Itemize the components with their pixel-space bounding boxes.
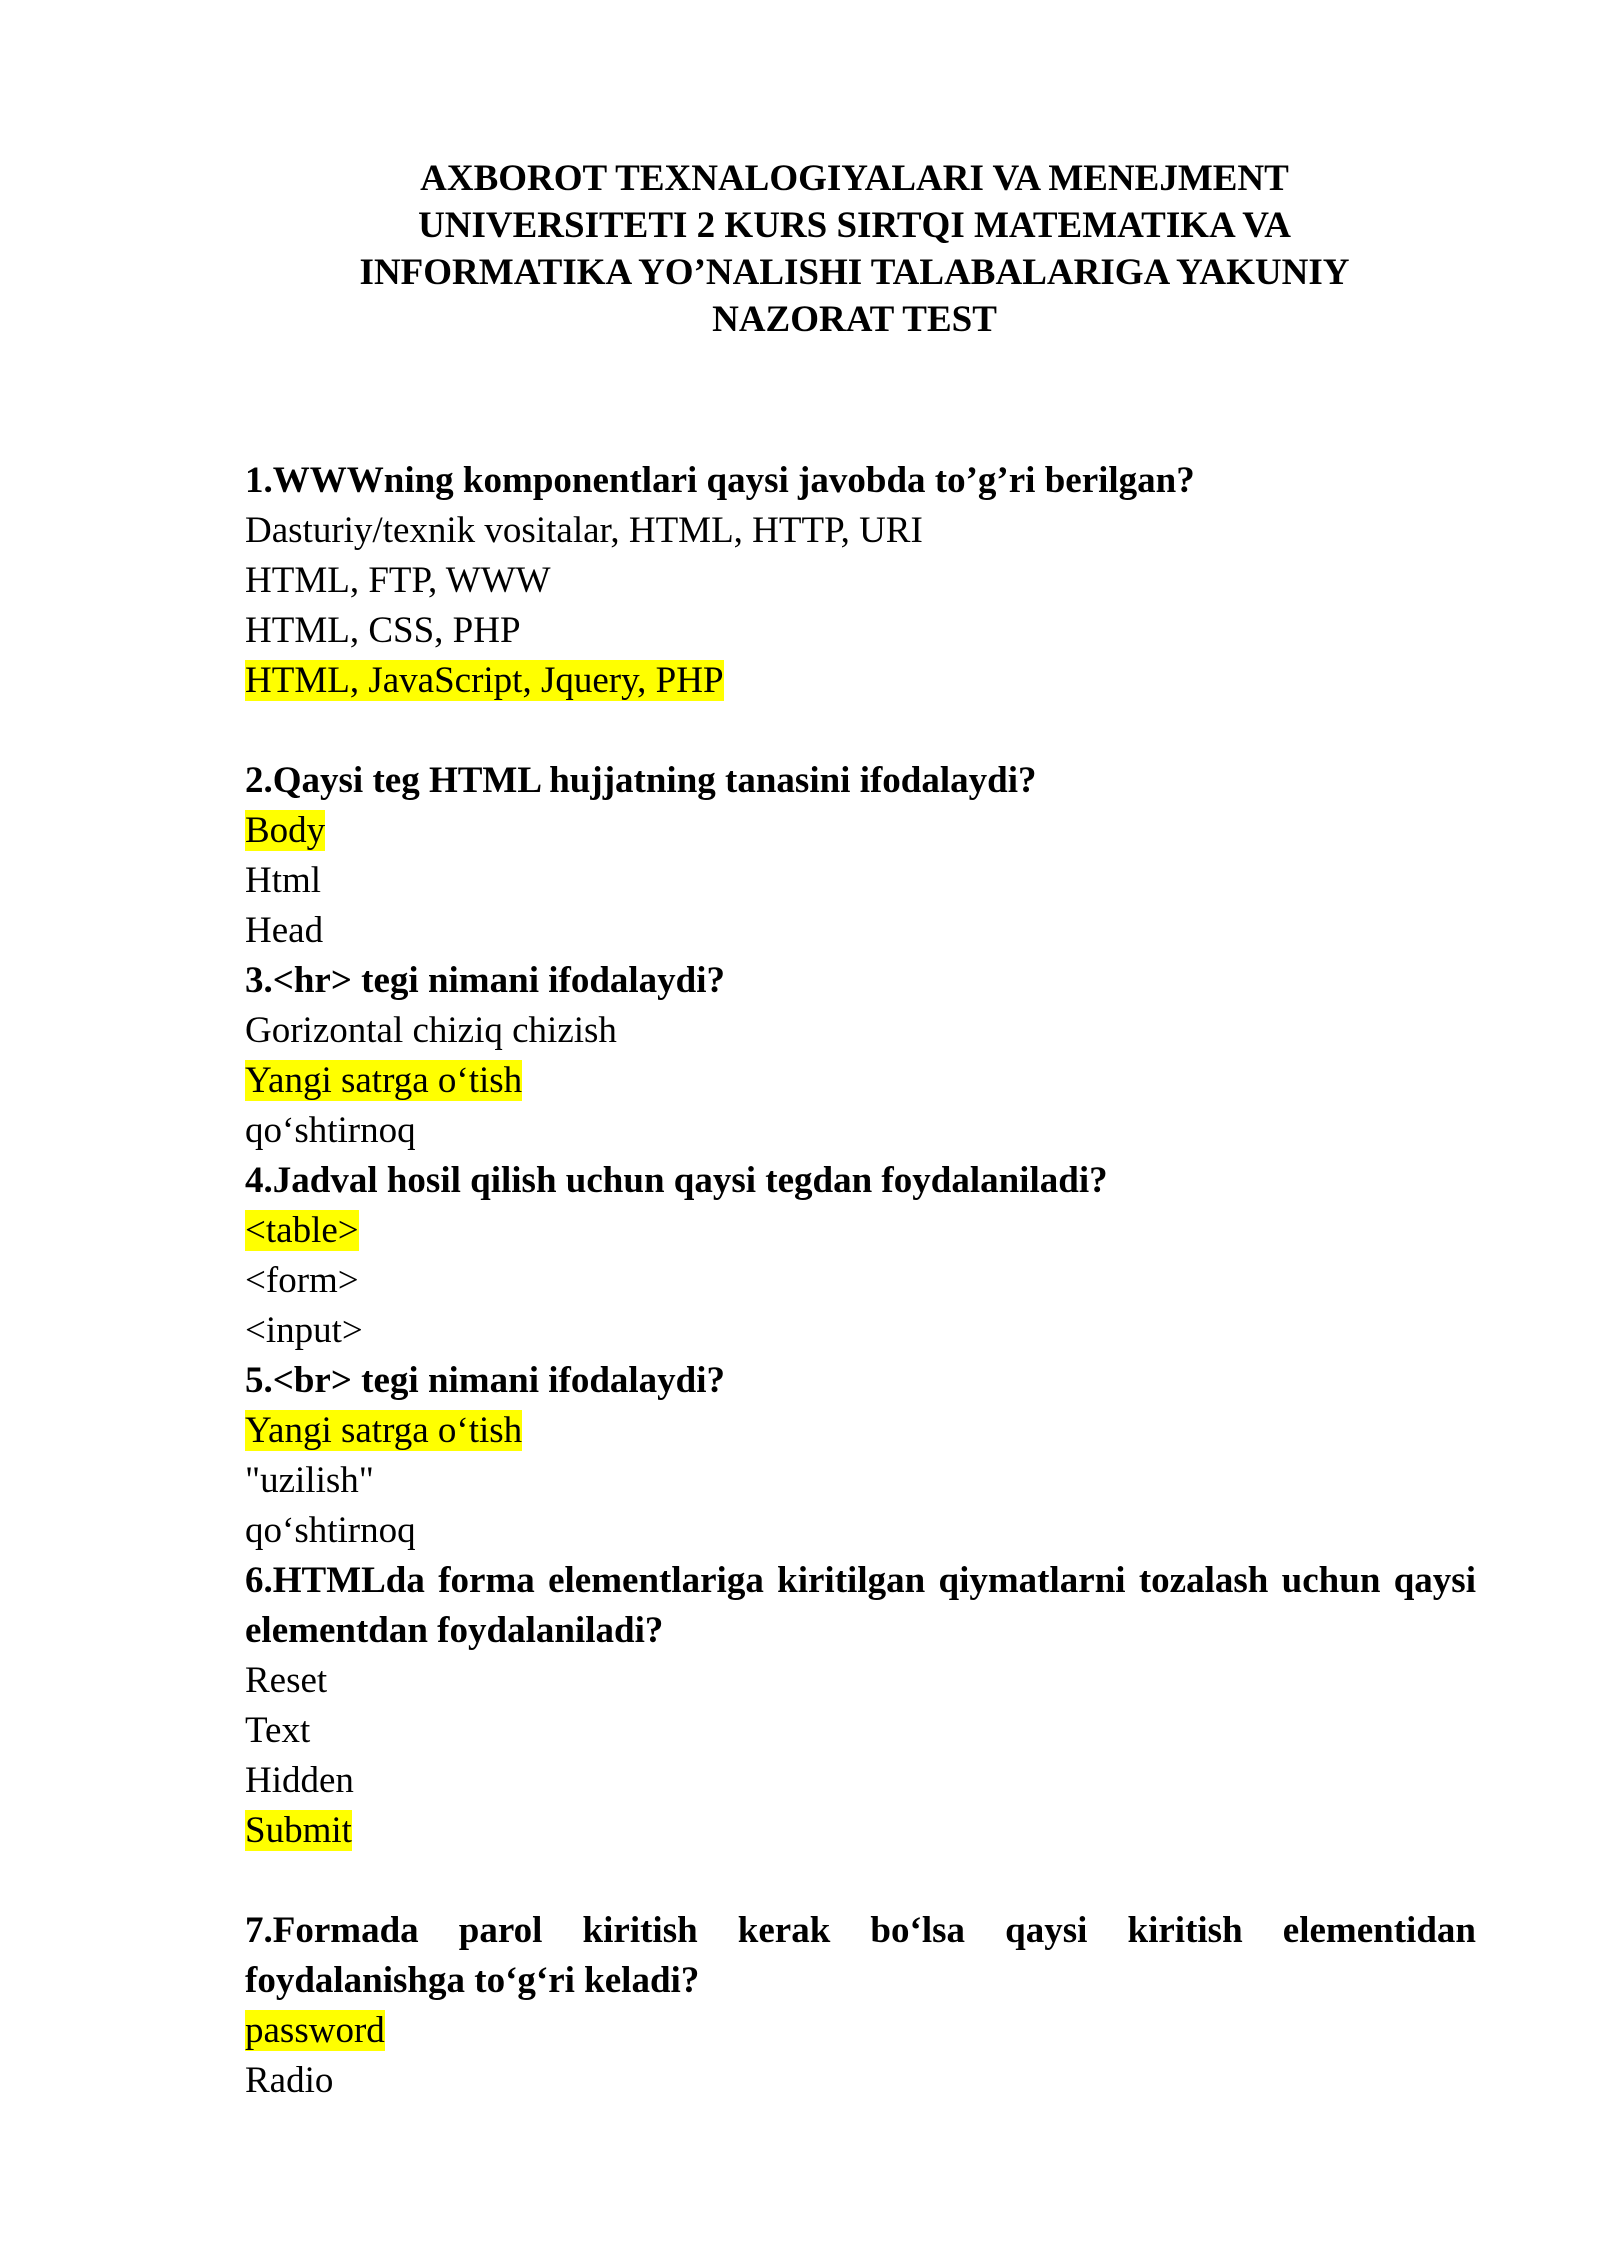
answer-option-text: Reset [245,1660,328,1701]
highlighted-answer-text: HTML, JavaScript, Jquery, PHP [245,660,724,701]
answer-option [245,1456,1476,1506]
title-line: INFORMATIKA YO’NALISHI TALABALARIGA YAKUNIY [359,252,1350,293]
answer-option-text: qo‘shtirnoq [245,1110,416,1151]
question-text: 3.<hr> tegi nimani ifodalaydi? [245,960,726,1001]
answer-option-correct [245,806,1476,856]
answer-option-text: HTML, CSS, PHP [245,610,521,651]
answer-option-text: Dasturiy/texnik vositalar, HTML, HTTP, URI [245,510,923,551]
answer-option [245,2056,1476,2106]
answer-option-text: Gorizontal chiziq chizish [245,1010,617,1051]
answer-option [245,906,1476,956]
document-title [245,155,1476,343]
highlighted-answer-text: Body [245,810,326,851]
title-line: NAZORAT TEST [712,299,997,340]
answer-option-text: Radio [245,2060,334,2101]
question-text: 1.WWWning komponentlari qaysi javobda to’g’ri berilgan? [245,460,1195,501]
question-5 [245,1356,1476,1556]
highlighted-answer-text: <table> [245,1210,359,1251]
question-text: 5.<br> tegi nimani ifodalaydi? [245,1360,726,1401]
answer-option-correct [245,656,1476,706]
answer-option [245,1006,1476,1056]
answer-option-correct [245,2006,1476,2056]
answer-option [245,1506,1476,1556]
answer-option-text: Html [245,860,322,901]
answer-option-text: Hidden [245,1760,354,1801]
answer-option-correct [245,1806,1476,1856]
answer-option [245,1256,1476,1306]
title-line: AXBOROT TEXNALOGIYALARI VA MENEJMENT [420,158,1289,199]
answer-option-text: Head [245,910,324,951]
answer-option [245,1656,1476,1706]
highlighted-answer-text: password [245,2010,385,2051]
answer-option-correct [245,1206,1476,1256]
question-text: 6.HTMLda forma elementlariga kiritilgan qiymatlarni tozalash uchun qaysi elementdan foydalaniladi? [245,1560,1476,1651]
question-3 [245,956,1476,1156]
answer-option [245,1706,1476,1756]
title-line: UNIVERSITETI 2 KURS SIRTQI MATEMATIKA VA [418,205,1291,246]
answer-option-text: <form> [245,1260,359,1301]
answer-option-text: HTML, FTP, WWW [245,560,551,601]
question-list [245,456,1476,2106]
question-text: 7.Formada parol kiritish kerak bo‘lsa qaysi kiritish elementidan foydalanishga to‘g‘ri keladi? [245,1910,1476,2001]
answer-option [245,856,1476,906]
answer-option-text: qo‘shtirnoq [245,1510,416,1551]
question-6 [245,1556,1476,1856]
answer-option-text: Text [245,1710,311,1751]
answer-option [245,1106,1476,1156]
answer-option-text: <input> [245,1310,363,1351]
highlighted-answer-text: Submit [245,1810,352,1851]
question-2 [245,756,1476,956]
answer-option-correct [245,1056,1476,1106]
question-text: 2.Qaysi teg HTML hujjatning tanasini ifodalaydi? [245,760,1037,801]
question-7 [245,1906,1476,2106]
answer-option [245,506,1476,556]
answer-option-correct [245,1406,1476,1456]
question-4 [245,1156,1476,1356]
answer-option [245,1756,1476,1806]
answer-option [245,606,1476,656]
answer-option [245,556,1476,606]
question-1 [245,456,1476,706]
highlighted-answer-text: Yangi satrga o‘tish [245,1410,523,1451]
highlighted-answer-text: Yangi satrga o‘tish [245,1060,523,1101]
answer-option [245,1306,1476,1356]
answer-option-text: "uzilish" [245,1460,374,1501]
question-text: 4.Jadval hosil qilish uchun qaysi tegdan foydalaniladi? [245,1160,1108,1201]
